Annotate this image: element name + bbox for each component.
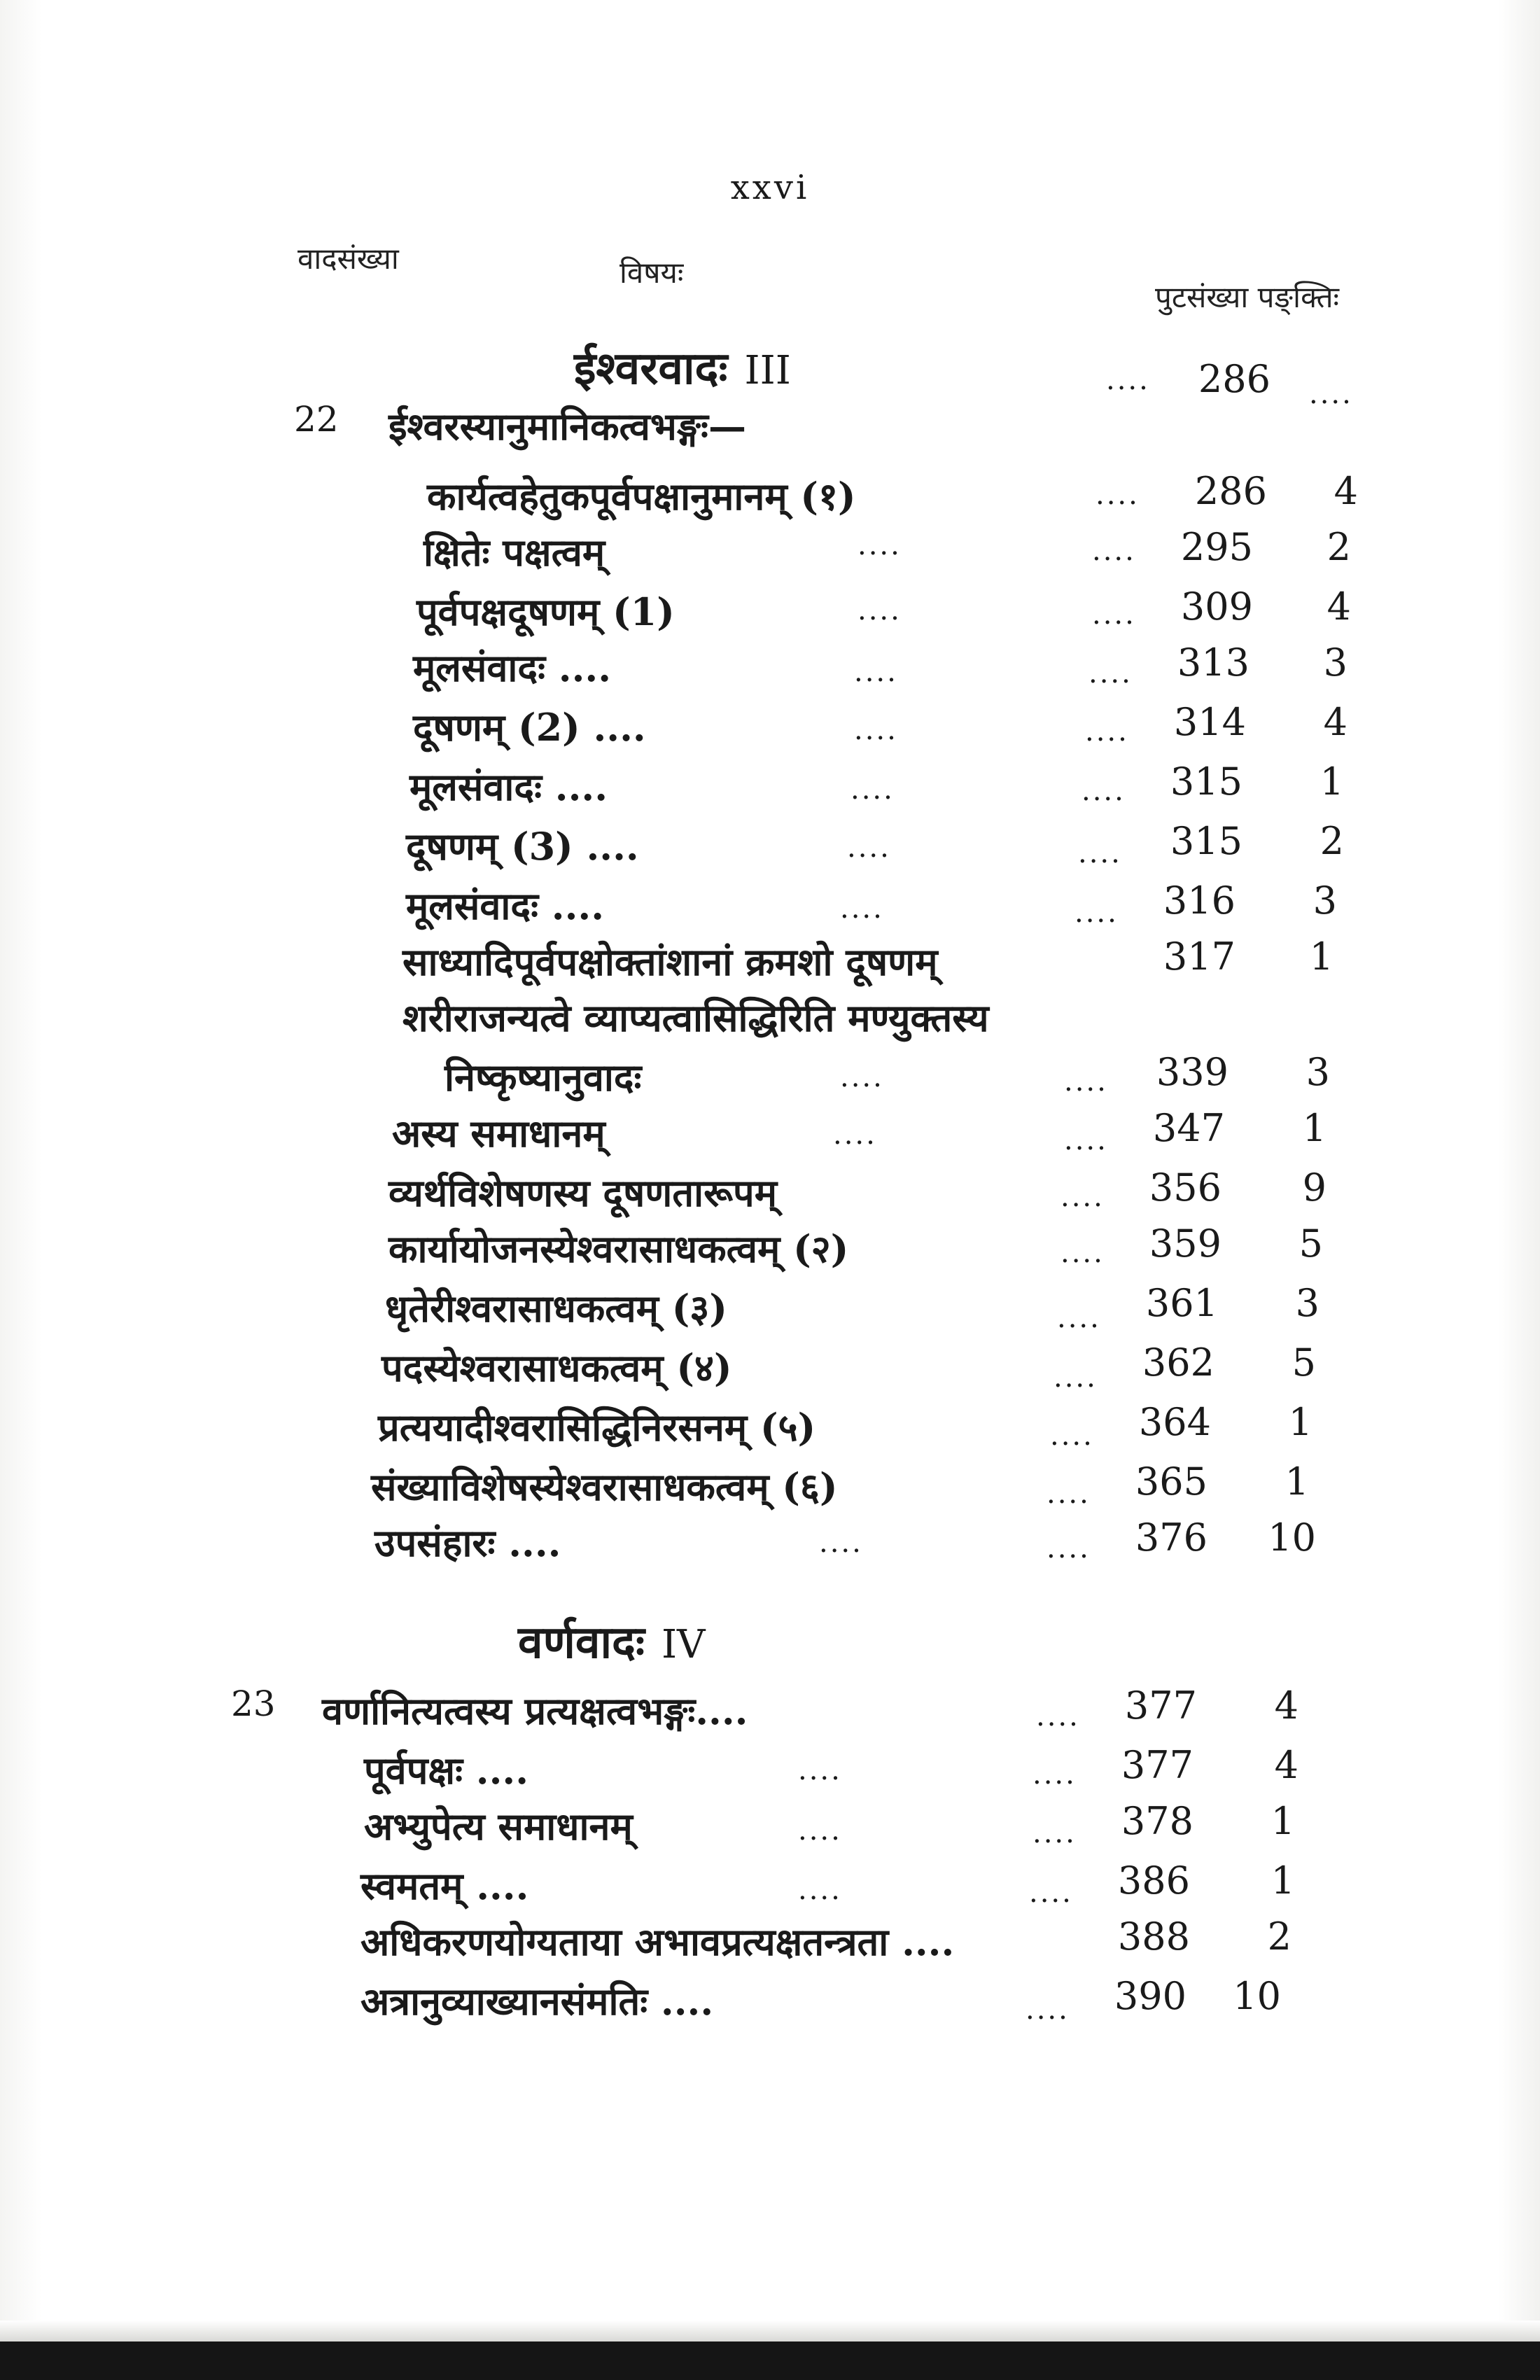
entry-label: अभ्युपेत्य समाधानम् xyxy=(364,1804,633,1849)
toc-entry xyxy=(0,1281,1540,1337)
dot-leader: .... xyxy=(798,1754,842,1786)
entry-label: मूलसंवादः .... xyxy=(406,883,604,928)
entry-label: धृतेरीश्वरासाधकत्वम् (३) xyxy=(385,1286,727,1331)
section-page: 286 xyxy=(1198,357,1270,401)
dot-leader: .... xyxy=(1060,1237,1105,1269)
entry-line: 1 xyxy=(1309,934,1334,979)
entry-label: दूषणम् (3) .... xyxy=(406,824,639,869)
dot-leader: .... xyxy=(1054,1362,1098,1394)
toc-entry xyxy=(0,399,1540,455)
entry-label: पूर्वपक्षदूषणम् (1) xyxy=(416,589,675,634)
entry-page: 365 xyxy=(1135,1460,1208,1504)
header-vishaya: विषयः xyxy=(620,255,684,290)
entry-label: संख्याविशेषस्येश्वरासाधकत्वम् (६) xyxy=(371,1464,838,1509)
entry-line: 1 xyxy=(1270,1799,1295,1843)
section-roman: IV xyxy=(661,1622,706,1667)
section-title-text: ईश्वरवादः xyxy=(574,342,728,395)
entry-page: 313 xyxy=(1177,640,1250,685)
scan-shadow xyxy=(0,2342,1540,2380)
dot-leader: .... xyxy=(1032,1758,1077,1791)
toc-entry xyxy=(0,990,1540,1046)
entry-page: 364 xyxy=(1138,1400,1211,1444)
header-prishtha-pankti: पुटसंख्या पङ्क्तिः xyxy=(1155,280,1339,314)
toc-entry xyxy=(0,1914,1540,1970)
entry-line: 3 xyxy=(1295,1281,1320,1325)
toc-entry xyxy=(0,819,1540,875)
dot-leader: .... xyxy=(858,529,902,561)
dot-leader: .... xyxy=(1082,775,1126,807)
entry-line: 4 xyxy=(1274,1743,1298,1787)
dot-leader: .... xyxy=(1078,837,1122,869)
dot-leader: .... xyxy=(798,1874,842,1906)
toc-entry xyxy=(0,1516,1540,1572)
entry-label: अधिकरणयोग्यताया अभावप्रत्यक्षतन्त्रता .... xyxy=(360,1919,955,1964)
entry-page: 378 xyxy=(1121,1799,1194,1843)
dot-leader: .... xyxy=(854,714,898,746)
entry-label: क्षितेः पक्षत्वम् xyxy=(424,530,606,575)
toc-entry xyxy=(0,1799,1540,1855)
toc-entry xyxy=(0,1050,1540,1106)
dot-leader: .... xyxy=(1096,479,1140,511)
entry-page: 309 xyxy=(1180,584,1253,629)
dot-leader: .... xyxy=(1092,535,1136,567)
dot-leader: .... xyxy=(1060,1181,1105,1213)
dot-leader: .... xyxy=(1032,1817,1077,1849)
entry-page: 315 xyxy=(1170,760,1242,804)
entry-line: 4 xyxy=(1323,700,1348,744)
dot-leader: .... xyxy=(1064,1124,1108,1156)
entry-line: 9 xyxy=(1302,1166,1326,1210)
toc-entry xyxy=(0,1858,1540,1914)
toc-entry xyxy=(0,1340,1540,1396)
entry-line: 4 xyxy=(1326,584,1351,629)
entry-label: ईश्वरस्यानुमानिकत्वभङ्गः— xyxy=(388,404,746,449)
dot-leader: .... xyxy=(1085,715,1129,748)
entry-label: पूर्वपक्षः .... xyxy=(364,1748,528,1793)
toc-entry xyxy=(0,1974,1540,2030)
entry-line: 10 xyxy=(1233,1974,1281,2018)
entry-page: 359 xyxy=(1149,1222,1222,1266)
entry-label: मूलसंवादः .... xyxy=(410,764,608,809)
dot-leader: .... xyxy=(1036,1700,1080,1732)
entry-page: 362 xyxy=(1142,1340,1214,1385)
entry-label: शरीराजन्यत्वे व्याप्यत्वासिद्धिरिति मण्युक्तस्य xyxy=(402,995,989,1040)
entry-page: 386 xyxy=(1117,1858,1190,1903)
dot-leader: .... xyxy=(858,594,902,626)
page-bottom-edge xyxy=(0,2320,1540,2342)
toc-entry xyxy=(0,1460,1540,1516)
dot-leader: .... xyxy=(833,1119,877,1151)
entry-line: 4 xyxy=(1334,469,1358,513)
page-number: xxvi xyxy=(730,168,810,207)
entry-label: वर्णानित्यत्वस्य प्रत्यक्षत्वभङ्गः.... xyxy=(322,1688,748,1733)
vada-number: 23 xyxy=(231,1684,276,1724)
entry-line: 4 xyxy=(1274,1684,1298,1728)
entry-label: उपसंहारः .... xyxy=(374,1520,561,1565)
entry-page: 356 xyxy=(1149,1166,1222,1210)
entry-label: निष्कृष्यानुवादः xyxy=(444,1055,642,1100)
entry-line: 3 xyxy=(1306,1050,1330,1094)
entry-label: प्रत्ययादीश्वरासिद्धिनिरसनम् (५) xyxy=(378,1405,816,1450)
entry-label: पदस्येश्वरासाधकत्वम् (४) xyxy=(382,1345,732,1390)
entry-page: 316 xyxy=(1163,878,1236,923)
entry-line: 1 xyxy=(1320,760,1344,804)
dot-leader: .... xyxy=(1046,1532,1091,1564)
entry-page: 315 xyxy=(1170,819,1242,863)
entry-label: साध्यादिपूर्वपक्षोक्तांशानां क्रमशो दूषणम् xyxy=(402,939,938,984)
toc-entry xyxy=(0,878,1540,934)
dot-leader: .... xyxy=(854,656,898,688)
toc-entry xyxy=(0,469,1540,525)
entry-page: 361 xyxy=(1145,1281,1218,1325)
dot-leader: .... xyxy=(1046,1478,1091,1510)
dot-leader: .... xyxy=(847,832,891,864)
entry-line: 3 xyxy=(1312,878,1337,923)
dot-leader: .... xyxy=(1064,1065,1108,1098)
toc-entry xyxy=(0,1684,1540,1740)
entry-line: 3 xyxy=(1323,640,1348,685)
dot-leader: .... xyxy=(1106,364,1150,396)
entry-label: अत्रानुव्याख्यानसंमतिः .... xyxy=(360,1979,714,2024)
entry-label: स्वमतम् .... xyxy=(360,1863,529,1908)
entry-line: 1 xyxy=(1288,1400,1312,1444)
dot-leader: .... xyxy=(1029,1877,1073,1909)
dot-leader: .... xyxy=(1074,897,1119,929)
dot-leader: .... xyxy=(840,892,884,925)
entry-page: 390 xyxy=(1114,1974,1186,2018)
toc-entry xyxy=(0,525,1540,581)
toc-entry xyxy=(0,1400,1540,1456)
section-title-text: वर्णवादः xyxy=(518,1616,645,1669)
entry-line: 5 xyxy=(1292,1340,1316,1385)
toc-entry xyxy=(0,584,1540,640)
toc-entry xyxy=(0,640,1540,696)
entry-page: 286 xyxy=(1194,469,1267,513)
entry-label: कार्यत्वहेतुकपूर्वपक्षानुमानम् (१) xyxy=(427,474,856,519)
entry-line: 5 xyxy=(1298,1222,1323,1266)
dot-leader: .... xyxy=(1092,598,1136,631)
entry-page: 317 xyxy=(1163,934,1236,979)
dot-leader: .... xyxy=(819,1527,863,1559)
dot-leader: .... xyxy=(1026,1994,1070,2026)
entry-page: 388 xyxy=(1117,1914,1190,1959)
entry-line: 1 xyxy=(1302,1106,1326,1150)
toc-entry xyxy=(0,934,1540,990)
section-title xyxy=(518,1610,706,1671)
toc-entry xyxy=(0,1106,1540,1162)
section-roman: III xyxy=(744,348,791,393)
entry-label: कार्यायोजनस्येश्वरासाधकत्वम् (२) xyxy=(388,1226,849,1271)
dot-leader: .... xyxy=(840,1061,884,1093)
toc-entry xyxy=(0,1743,1540,1799)
toc-entry xyxy=(0,700,1540,756)
entry-line: 1 xyxy=(1284,1460,1309,1504)
entry-page: 377 xyxy=(1121,1743,1194,1787)
entry-page: 377 xyxy=(1124,1684,1197,1728)
entry-label: मूलसंवादः .... xyxy=(413,645,611,690)
vada-number: 22 xyxy=(294,399,339,440)
dot-leader-trail: .... xyxy=(1309,378,1353,410)
dot-leader: .... xyxy=(1050,1420,1094,1452)
entry-page: 314 xyxy=(1173,700,1246,744)
entry-line: 2 xyxy=(1326,525,1351,569)
toc-entry xyxy=(0,1222,1540,1278)
entry-label: व्यर्थविशेषणस्य दूषणतारूपम् xyxy=(388,1170,778,1215)
entry-label: दूषणम् (2) .... xyxy=(413,705,646,750)
entry-page: 295 xyxy=(1180,525,1253,569)
dot-leader: .... xyxy=(850,774,895,806)
entry-page: 347 xyxy=(1152,1106,1225,1150)
entry-line: 2 xyxy=(1267,1914,1292,1959)
toc-entry xyxy=(0,1166,1540,1222)
entry-page: 339 xyxy=(1156,1050,1228,1094)
entry-line: 10 xyxy=(1268,1516,1316,1560)
toc-entry xyxy=(0,760,1540,816)
header-vada-sankhya: वादसंख्या xyxy=(298,241,399,276)
entry-page: 376 xyxy=(1135,1516,1208,1560)
entry-label: अस्य समाधानम् xyxy=(392,1111,606,1156)
entry-line: 2 xyxy=(1320,819,1344,863)
dot-leader: .... xyxy=(1057,1302,1101,1334)
dot-leader: .... xyxy=(798,1814,842,1847)
entry-line: 1 xyxy=(1270,1858,1295,1903)
dot-leader: .... xyxy=(1088,657,1133,690)
